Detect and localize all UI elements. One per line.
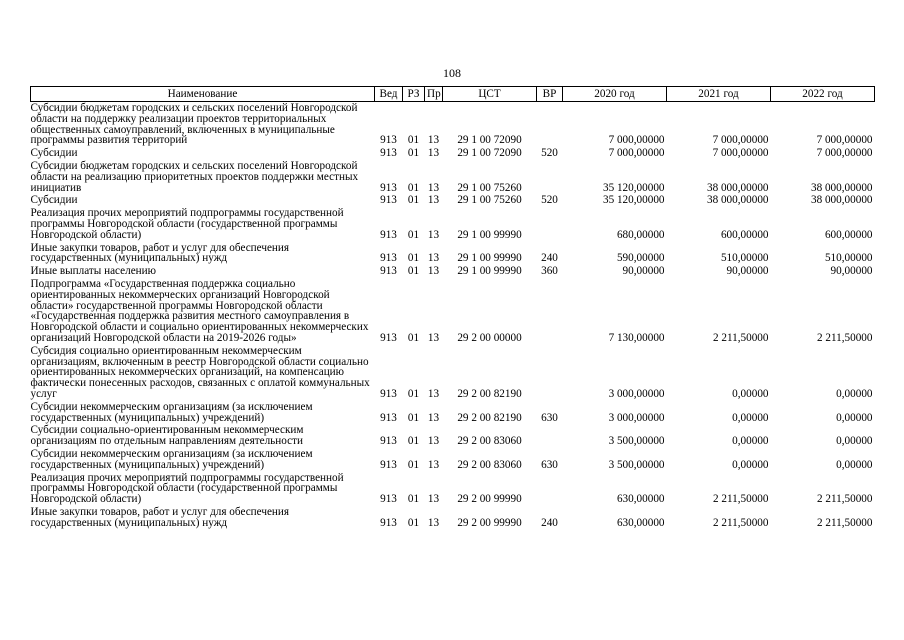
cell-name: Реализация прочих мероприятий подпрограммы государственной программы Новгородской области (государственной программы Новгородской области) bbox=[30, 207, 344, 241]
cell-vr bbox=[537, 160, 563, 194]
cell-y2021: 510,00000 bbox=[720, 252, 769, 265]
cell-vr: 240 bbox=[541, 252, 558, 265]
cell-pr: 13 bbox=[427, 516, 440, 529]
cell-vr: 520 bbox=[541, 194, 558, 207]
table-row bbox=[31, 278, 875, 345]
cell-pr: 13 bbox=[427, 387, 440, 400]
cell-y2021: 7 000,00000 bbox=[712, 134, 769, 147]
cell-y2020: 7 130,00000 bbox=[608, 331, 665, 344]
cell-rz: 01 bbox=[407, 194, 420, 207]
table-row bbox=[31, 401, 875, 425]
cell-vr: 630 bbox=[541, 458, 558, 471]
cell-ved: 913 bbox=[380, 493, 397, 506]
cell-name: Иные закупки товаров, работ и услуг для обеспечения государственных (муниципальных) нужд bbox=[30, 241, 290, 265]
table-row bbox=[31, 207, 875, 241]
cell-rz: 01 bbox=[407, 387, 420, 400]
cell-vr bbox=[537, 472, 563, 506]
col-header-name: Наименование bbox=[31, 87, 375, 102]
cell-rz: 01 bbox=[407, 458, 420, 471]
cell-rz: 01 bbox=[407, 228, 420, 241]
cell-y2022: 90,00000 bbox=[830, 265, 873, 278]
cell-name: Субсидии bbox=[30, 147, 78, 160]
cell-y2021: 0,00000 bbox=[732, 411, 769, 424]
cell-cst: 29 1 00 72090 bbox=[457, 134, 522, 147]
col-header-2020: 2020 год bbox=[563, 87, 667, 102]
cell-y2020: 35 120,00000 bbox=[602, 194, 665, 207]
cell-pr: 13 bbox=[427, 331, 440, 344]
cell-cst: 29 2 00 00000 bbox=[457, 331, 522, 344]
col-header-rz: РЗ bbox=[403, 87, 425, 102]
cell-pr: 13 bbox=[427, 134, 440, 147]
cell-ved: 913 bbox=[380, 435, 397, 448]
col-header-pr: Пр bbox=[425, 87, 443, 102]
cell-pr: 13 bbox=[427, 181, 440, 194]
cell-cst: 29 1 00 72090 bbox=[457, 147, 522, 160]
cell-pr: 13 bbox=[427, 252, 440, 265]
cell-cst: 29 2 00 99990 bbox=[457, 516, 522, 529]
cell-y2020: 7 000,00000 bbox=[608, 134, 665, 147]
table-row bbox=[31, 345, 875, 401]
cell-rz: 01 bbox=[407, 516, 420, 529]
cell-y2020: 3 500,00000 bbox=[608, 458, 665, 471]
col-header-vr: ВР bbox=[537, 87, 563, 102]
cell-vr: 360 bbox=[541, 265, 558, 278]
cell-rz: 01 bbox=[407, 331, 420, 344]
cell-y2021: 2 211,50000 bbox=[712, 493, 769, 506]
cell-ved: 913 bbox=[380, 265, 397, 278]
cell-y2021: 2 211,50000 bbox=[712, 516, 769, 529]
cell-cst: 29 2 00 82190 bbox=[457, 387, 522, 400]
cell-y2020: 90,00000 bbox=[622, 265, 665, 278]
cell-ved: 913 bbox=[380, 516, 397, 529]
cell-y2022: 2 211,50000 bbox=[816, 516, 873, 529]
cell-rz: 01 bbox=[407, 493, 420, 506]
cell-cst: 29 1 00 75260 bbox=[457, 181, 522, 194]
cell-cst: 29 1 00 99990 bbox=[457, 265, 522, 278]
table-row bbox=[31, 160, 875, 194]
cell-y2020: 3 000,00000 bbox=[608, 411, 665, 424]
cell-rz: 01 bbox=[407, 181, 420, 194]
cell-y2022: 0,00000 bbox=[836, 411, 873, 424]
cell-cst: 29 2 00 83060 bbox=[457, 435, 522, 448]
col-header-2022: 2022 год bbox=[771, 87, 875, 102]
cell-ved: 913 bbox=[380, 252, 397, 265]
cell-vr: 630 bbox=[541, 411, 558, 424]
cell-ved: 913 bbox=[380, 147, 397, 160]
cell-y2020: 630,00000 bbox=[616, 516, 665, 529]
cell-ved: 913 bbox=[380, 194, 397, 207]
cell-y2021: 90,00000 bbox=[726, 265, 769, 278]
cell-name: Реализация прочих мероприятий подпрограммы государственной программы Новгородской области (государственной программы Новгородской области) bbox=[30, 471, 344, 506]
cell-y2020: 680,00000 bbox=[616, 228, 665, 241]
cell-name: Подпрограмма «Государственная поддержка социально ориентированных некоммерческих организаций Новгородской области» государственной программы Новгородской области «Государственная поддержка развития местного самоуправления в Новгородской области и социально ориентированных некоммерческих организаций Новгородской области на 2019-2026 годы» bbox=[30, 277, 369, 344]
cell-y2022: 510,00000 bbox=[824, 252, 873, 265]
table-row bbox=[31, 147, 875, 160]
cell-name: Субсидии bbox=[30, 194, 78, 207]
cell-rz: 01 bbox=[407, 252, 420, 265]
cell-name: Иные выплаты населению bbox=[30, 265, 156, 278]
cell-y2021: 7 000,00000 bbox=[712, 147, 769, 160]
cell-name: Субсидии некоммерческим организациям (за исключением государственных (муниципальных) учреждений) bbox=[30, 400, 313, 424]
table-row bbox=[31, 506, 875, 530]
cell-pr: 13 bbox=[427, 493, 440, 506]
table-row bbox=[31, 102, 875, 148]
cell-pr: 13 bbox=[427, 228, 440, 241]
cell-y2021: 0,00000 bbox=[732, 435, 769, 448]
cell-cst: 29 1 00 75260 bbox=[457, 194, 522, 207]
table-body bbox=[31, 102, 875, 530]
budget-table bbox=[30, 86, 875, 529]
cell-y2022: 7 000,00000 bbox=[816, 147, 873, 160]
cell-y2021: 38 000,00000 bbox=[706, 194, 769, 207]
cell-ved: 913 bbox=[380, 458, 397, 471]
cell-y2021: 38 000,00000 bbox=[706, 181, 769, 194]
cell-y2022: 2 211,50000 bbox=[816, 331, 873, 344]
cell-cst: 29 2 00 99990 bbox=[457, 493, 522, 506]
cell-name: Субсидия социально ориентированным некоммерческим организациям, включенным в реестр Новгородской области социально ориентированных некоммерческих организаций, на компенсацию фактически понесенных расходов, связанных с оплатой коммунальных услуг bbox=[30, 344, 370, 400]
col-header-cst: ЦСТ bbox=[443, 87, 537, 102]
cell-rz: 01 bbox=[407, 265, 420, 278]
cell-y2020: 590,00000 bbox=[616, 252, 665, 265]
cell-ved: 913 bbox=[380, 228, 397, 241]
cell-ved: 913 bbox=[380, 331, 397, 344]
cell-vr bbox=[537, 278, 563, 345]
cell-vr: 520 bbox=[541, 147, 558, 160]
cell-cst: 29 1 00 99990 bbox=[457, 252, 522, 265]
cell-pr: 13 bbox=[427, 435, 440, 448]
cell-y2022: 38 000,00000 bbox=[810, 194, 873, 207]
cell-name: Иные закупки товаров, работ и услуг для обеспечения государственных (муниципальных) нужд bbox=[30, 505, 290, 529]
cell-rz: 01 bbox=[407, 435, 420, 448]
cell-pr: 13 bbox=[427, 265, 440, 278]
cell-y2020: 7 000,00000 bbox=[608, 147, 665, 160]
cell-y2022: 0,00000 bbox=[836, 435, 873, 448]
table-row bbox=[31, 194, 875, 207]
cell-y2020: 3 500,00000 bbox=[608, 435, 665, 448]
cell-name: Субсидии социально-ориентированным некоммерческим организациям по отдельным направлениям деятельности bbox=[30, 424, 304, 448]
cell-y2022: 7 000,00000 bbox=[816, 134, 873, 147]
cell-name: Субсидии бюджетам городских и сельских поселений Новгородской области на реализацию приоритетных проектов поддержки местных инициатив bbox=[30, 159, 359, 194]
cell-cst: 29 2 00 83060 bbox=[457, 458, 522, 471]
cell-y2021: 0,00000 bbox=[732, 458, 769, 471]
table-row bbox=[31, 424, 875, 448]
cell-pr: 13 bbox=[427, 147, 440, 160]
cell-y2020: 630,00000 bbox=[616, 493, 665, 506]
cell-y2021: 2 211,50000 bbox=[712, 331, 769, 344]
cell-y2022: 2 211,50000 bbox=[816, 493, 873, 506]
table-row bbox=[31, 472, 875, 506]
cell-y2022: 0,00000 bbox=[836, 458, 873, 471]
cell-rz: 01 bbox=[407, 134, 420, 147]
cell-pr: 13 bbox=[427, 411, 440, 424]
page-number: 108 bbox=[443, 66, 461, 80]
cell-y2022: 0,00000 bbox=[836, 387, 873, 400]
cell-y2021: 0,00000 bbox=[732, 387, 769, 400]
cell-vr bbox=[537, 102, 563, 148]
cell-vr bbox=[537, 207, 563, 241]
cell-rz: 01 bbox=[407, 147, 420, 160]
cell-ved: 913 bbox=[380, 411, 397, 424]
cell-vr: 240 bbox=[541, 516, 558, 529]
cell-ved: 913 bbox=[380, 387, 397, 400]
cell-ved: 913 bbox=[380, 181, 397, 194]
cell-vr bbox=[537, 345, 563, 401]
cell-cst: 29 1 00 99990 bbox=[457, 228, 522, 241]
cell-rz: 01 bbox=[407, 411, 420, 424]
table-header bbox=[31, 87, 875, 102]
cell-pr: 13 bbox=[427, 194, 440, 207]
cell-name: Субсидии некоммерческим организациям (за исключением государственных (муниципальных) учреждений) bbox=[30, 447, 313, 471]
cell-pr: 13 bbox=[427, 458, 440, 471]
cell-y2020: 3 000,00000 bbox=[608, 387, 665, 400]
table-row bbox=[31, 265, 875, 278]
cell-y2022: 600,00000 bbox=[824, 228, 873, 241]
cell-name: Субсидии бюджетам городских и сельских поселений Новгородской области на поддержку реализации проектов территориальных общественных самоуправлений, включенных в муниципальные программы развития территорий bbox=[30, 102, 358, 147]
cell-y2022: 38 000,00000 bbox=[810, 181, 873, 194]
cell-cst: 29 2 00 82190 bbox=[457, 411, 522, 424]
cell-y2020: 35 120,00000 bbox=[602, 181, 665, 194]
table-row bbox=[31, 242, 875, 266]
col-header-ved: Вед bbox=[375, 87, 403, 102]
col-header-2021: 2021 год bbox=[667, 87, 771, 102]
table-row bbox=[31, 448, 875, 472]
cell-ved: 913 bbox=[380, 134, 397, 147]
cell-y2021: 600,00000 bbox=[720, 228, 769, 241]
cell-vr bbox=[537, 424, 563, 448]
